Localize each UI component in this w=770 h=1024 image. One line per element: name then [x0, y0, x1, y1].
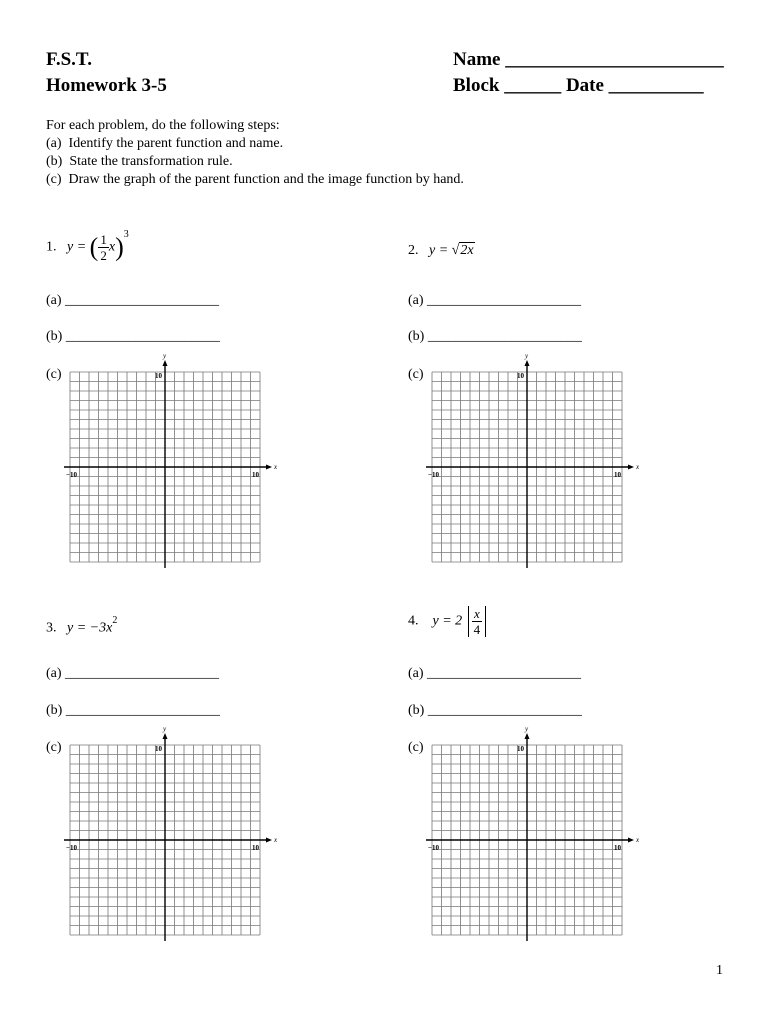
problem-4-part-a[interactable]: (a) ______________________: [408, 666, 582, 681]
equation-lhs: y =: [429, 243, 449, 258]
x-min-label: −10: [66, 844, 77, 852]
name-field[interactable]: Name _______________________: [453, 49, 724, 70]
x-min-label: −10: [428, 471, 439, 479]
problem-1-part-b[interactable]: (b) ______________________: [46, 329, 220, 344]
x-max-label: 10: [252, 471, 259, 479]
problem-1-equation: 1. y = ( $\frac{1}{2}$ x)$^3$: [46, 229, 129, 263]
x-max-label: 10: [252, 844, 259, 852]
y-max-label: 10: [517, 372, 524, 380]
equation-lhs: y =: [67, 239, 87, 255]
problem-4-equation: [408, 606, 486, 637]
problem-4-part-c: (c): [408, 740, 424, 755]
problem-3-part-a[interactable]: (a) ______________________: [46, 666, 220, 681]
problem-number: 1.: [46, 239, 57, 255]
x-axis-arrow-icon: [266, 838, 272, 843]
problem-2-part-a[interactable]: (a) ______________________: [408, 293, 582, 308]
coordinate-grid-3[interactable]: [60, 725, 290, 945]
assignment-title: Homework 3-5: [46, 75, 167, 96]
y-max-label: 10: [517, 745, 524, 753]
x-axis-label: x: [274, 836, 278, 844]
y-axis-arrow-icon: [163, 733, 168, 739]
equation-text: y = −3x: [67, 620, 113, 636]
equation-variable: x: [108, 239, 116, 255]
x-axis-arrow-icon: [628, 838, 634, 843]
x-axis-label: x: [636, 463, 640, 471]
problem-number: 2.: [408, 243, 419, 258]
y-axis-label: y: [525, 352, 529, 360]
equation-lhs: y = 2: [432, 613, 463, 629]
x-axis-label: x: [636, 836, 640, 844]
radicand: 2x: [460, 243, 474, 258]
problem-1-part-c: (c): [46, 367, 62, 382]
y-axis-arrow-icon: [163, 360, 168, 366]
problem-3-equation: [46, 615, 117, 638]
x-min-label: −10: [66, 471, 77, 479]
page-number: 1: [716, 963, 723, 978]
course-title: F.S.T.: [46, 49, 92, 70]
y-axis-arrow-icon: [525, 733, 530, 739]
instruction-step-a: (a) Identify the parent function and name.: [46, 136, 284, 151]
instructions: [46, 117, 464, 189]
x-axis-arrow-icon: [266, 465, 272, 470]
problem-3-part-b[interactable]: (b) ______________________: [46, 703, 220, 718]
x-max-label: 10: [614, 844, 621, 852]
problem-number: 3.: [46, 620, 57, 636]
coordinate-grid-2[interactable]: [422, 352, 652, 572]
x-axis-label: x: [274, 463, 278, 471]
problem-2-equation: [408, 242, 475, 260]
problem-1-part-a[interactable]: (a) ______________________: [46, 293, 220, 308]
radical-icon: √: [451, 243, 460, 258]
x-axis-arrow-icon: [628, 465, 634, 470]
y-axis-label: y: [163, 352, 167, 360]
problem-2-part-b[interactable]: (b) ______________________: [408, 329, 582, 344]
y-max-label: 10: [155, 372, 162, 380]
y-axis-arrow-icon: [525, 360, 530, 366]
y-axis-label: y: [525, 725, 529, 733]
problem-4-part-b[interactable]: (b) ______________________: [408, 703, 582, 718]
exponent: 2: [112, 615, 118, 626]
absolute-value: [468, 606, 487, 637]
block-date-field[interactable]: Block ______ Date __________: [453, 75, 704, 96]
exponent: 3: [123, 229, 129, 241]
y-axis-label: y: [163, 725, 167, 733]
x-min-label: −10: [428, 844, 439, 852]
problem-3-part-c: (c): [46, 740, 62, 755]
instruction-step-c: (c) Draw the graph of the parent function and the image function by hand.: [46, 172, 464, 187]
fraction: $\frac{x}{4}$: [473, 606, 481, 637]
fraction: $\frac{1}{2}$: [100, 232, 107, 263]
coordinate-grid-1[interactable]: [60, 352, 290, 572]
instructions-intro: For each problem, do the following steps:: [46, 118, 280, 133]
coordinate-grid-4[interactable]: [422, 725, 652, 945]
instruction-step-b: (b) State the transformation rule.: [46, 154, 233, 169]
problem-number: 4.: [408, 613, 419, 629]
y-max-label: 10: [155, 745, 162, 753]
problem-2-part-c: (c): [408, 367, 424, 382]
x-max-label: 10: [614, 471, 621, 479]
